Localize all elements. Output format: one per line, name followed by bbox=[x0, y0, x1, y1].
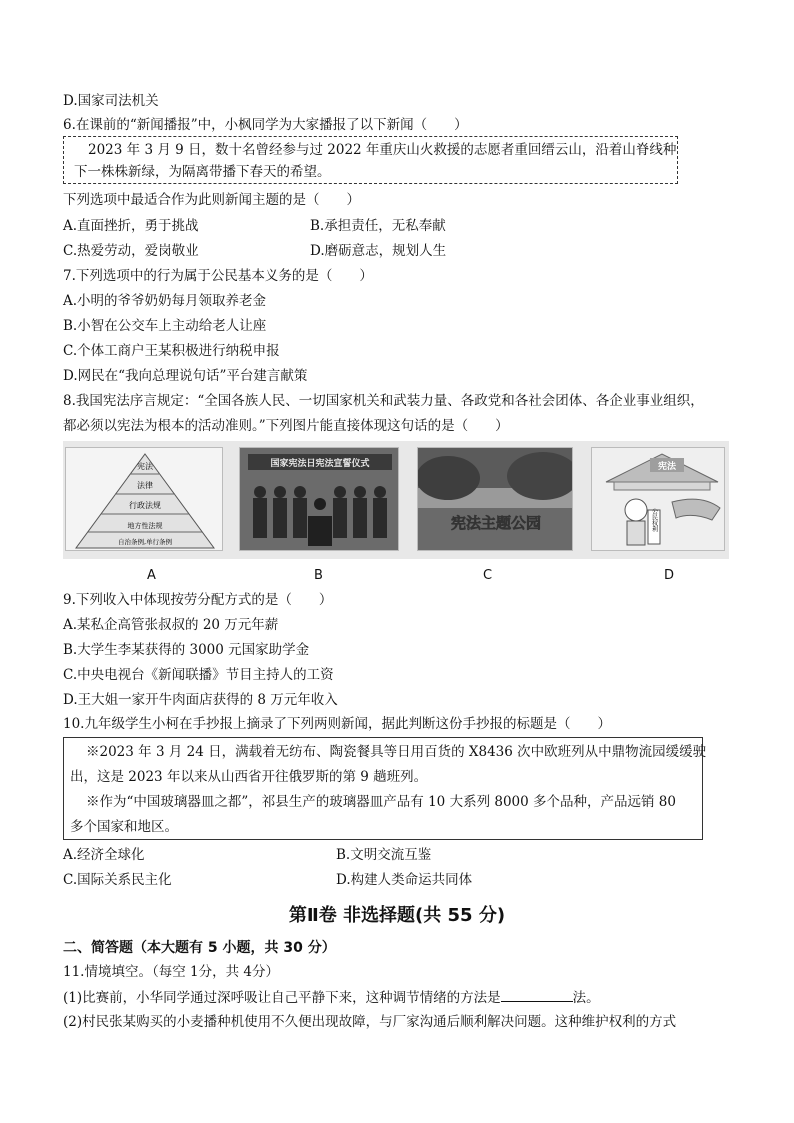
q7-stem: 7.下列选项中的行为属于公民基本义务的是（ ） bbox=[63, 268, 373, 284]
q6-news-box bbox=[63, 136, 678, 184]
figure-a-pyramid bbox=[65, 447, 223, 551]
q9-stem: 9.下列收入中体现按劳分配方式的是（ ） bbox=[63, 592, 333, 608]
q6-question: 下列选项中最适合作为此则新闻主题的是（ ） bbox=[63, 192, 360, 208]
figure-c-sign: 宪法主题公园 bbox=[450, 514, 542, 532]
q10-news-line-2: 出，这是 2023 年以来从山西省开往俄罗斯的第 9 趟班列。 bbox=[70, 769, 428, 785]
q10-option-c: C.国际关系民主化 bbox=[63, 872, 172, 888]
q8-image-strip bbox=[63, 441, 729, 559]
q11-item-2: (2)村民张某购买的小麦播种机使用不久便出现故障，与厂家沟通后顺利解决问题。这种维护权利的方式 bbox=[63, 1014, 677, 1030]
q10-news-line-3: ※作为“中国玻璃器皿之都”，祁县生产的玻璃器皿产品有 10 大系列 8000 多个品种，产品远销 80 bbox=[86, 794, 676, 810]
q8-stem-line-2: 都必须以宪法为根本的活动准则。”下列图片能直接体现这句话的是（ ） bbox=[63, 418, 509, 434]
q10-news-line-4: 多个国家和地区。 bbox=[70, 819, 178, 835]
q7-option-b: B.小智在公交车上主动给老人让座 bbox=[63, 318, 267, 334]
figure-d-note: 公民权利 bbox=[650, 508, 658, 532]
q9-option-c: C.中央电视台《新闻联播》节目主持人的工资 bbox=[63, 667, 334, 683]
figure-d-label: D bbox=[664, 568, 675, 583]
q6-option-b: B.承担责任，无私奉献 bbox=[310, 218, 446, 234]
q10-stem: 10.九年级学生小柯在手抄报上摘录了下列两则新闻，据此判断这份手抄报的标题是（ ） bbox=[63, 716, 611, 732]
q9-option-b: B.大学生李某获得的 3000 元国家助学金 bbox=[63, 642, 310, 658]
figure-b-banner: 国家宪法日宪法宣誓仪式 bbox=[270, 459, 370, 469]
q6-option-d: D.磨砺意志，规划人生 bbox=[310, 243, 447, 259]
q7-option-d: D.网民在“我向总理说句话”平台建言献策 bbox=[63, 368, 308, 384]
q10-option-b: B.文明交流互鉴 bbox=[336, 847, 432, 863]
q10-option-d: D.构建人类命运共同体 bbox=[336, 872, 473, 888]
figure-c-constitution-park bbox=[417, 447, 573, 551]
pyramid-level-5: 自治条例,单行条例 bbox=[117, 538, 173, 546]
figure-c-label: C bbox=[483, 568, 493, 583]
figure-b-oath-ceremony bbox=[239, 447, 399, 551]
q7-option-c: C.个体工商户王某积极进行纳税申报 bbox=[63, 343, 280, 359]
figure-d-cartoon bbox=[591, 447, 725, 551]
q6-stem: 6.在课前的“新闻播报”中，小枫同学为大家播报了以下新闻（ ） bbox=[63, 117, 468, 133]
q11-stem: 11.情境填空。（每空 1分，共 4分） bbox=[63, 964, 279, 980]
q5-option-d: D.国家司法机关 bbox=[63, 93, 159, 109]
q10-option-a: A.经济全球化 bbox=[63, 847, 145, 863]
pyramid-level-1: 宪法 bbox=[137, 462, 153, 471]
q10-news-line-1: ※2023 年 3 月 24 日，满载着无纺布、陶瓷餐具等日用百货的 X8436 次中欧班列从中鼎物流园缓缓驶 bbox=[86, 744, 707, 760]
q6-news-line-1: 2023 年 3 月 9 日，数十名曾经参与过 2022 年重庆山火救援的志愿者重回缙云山，沿着山脊线种 bbox=[88, 142, 677, 158]
pyramid-level-3: 行政法规 bbox=[129, 501, 161, 510]
q8-stem-line-1: 8.我国宪法序言规定：“全国各族人民、一切国家机关和武装力量、各政党和各社会团体、各企业事业组织， bbox=[63, 393, 704, 409]
q11-item-1-suffix: 法。 bbox=[572, 990, 600, 1006]
figure-a-label: A bbox=[147, 568, 156, 583]
section-2-title: 第Ⅱ卷 非选择题(共 55 分) bbox=[288, 905, 506, 926]
q11-item-1 bbox=[63, 987, 600, 1008]
q7-option-a: A.小明的爷爷奶奶每月领取养老金 bbox=[63, 293, 267, 309]
q10-news-box bbox=[63, 737, 707, 840]
q11-item-1-text: (1)比赛前，小华同学通过深呼吸让自己平静下来，这种调节情绪的方法是 bbox=[63, 990, 501, 1006]
q6-option-a: A.直面挫折，勇于挑战 bbox=[63, 218, 199, 234]
figure-b-label: B bbox=[314, 568, 323, 583]
pyramid-level-2: 法律 bbox=[137, 481, 153, 490]
q6-option-c: C.热爱劳动，爱岗敬业 bbox=[63, 243, 199, 259]
figure-d-sign: 宪法 bbox=[657, 462, 677, 472]
q9-option-d: D.王大姐一家开牛肉面店获得的 8 万元年收入 bbox=[63, 692, 338, 708]
pyramid-level-4: 地方性法规 bbox=[127, 522, 163, 530]
q9-option-a: A.某私企高管张叔叔的 20 万元年薪 bbox=[63, 617, 279, 633]
part-2-heading: 二、简答题（本大题有 5 小题，共 30 分） bbox=[63, 940, 336, 956]
q11-item-1-blank[interactable] bbox=[501, 987, 573, 1002]
q6-news-line-2: 下一株株新绿，为隔离带播下春天的希望。 bbox=[74, 164, 331, 180]
